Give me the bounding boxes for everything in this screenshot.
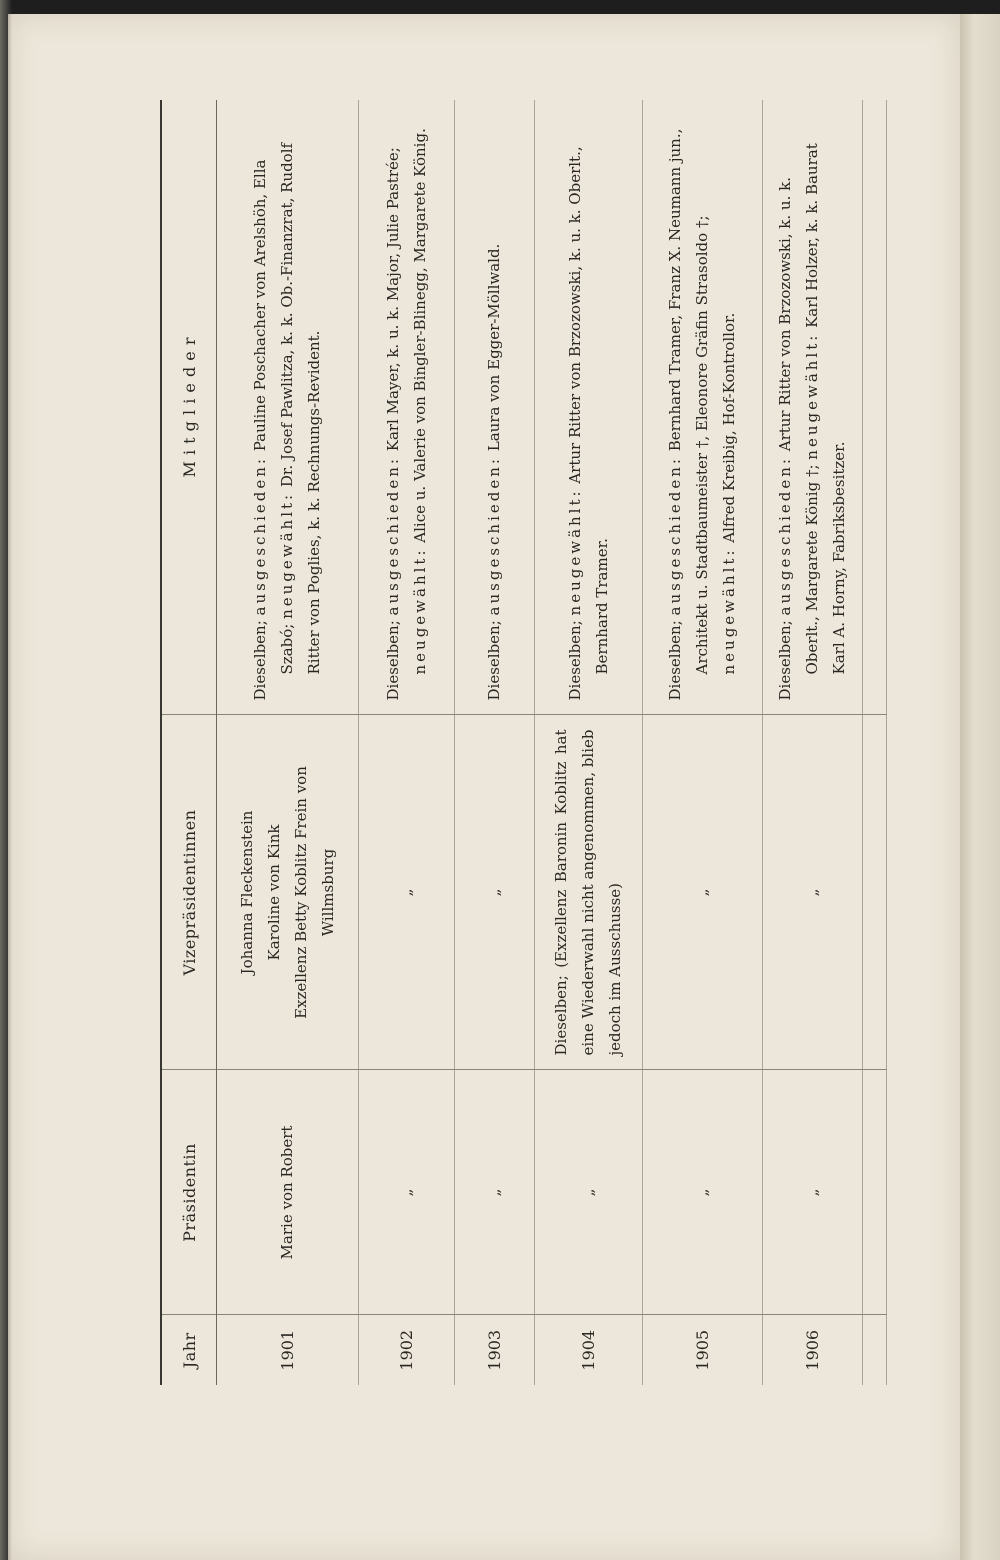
vice-cell: „ (359, 715, 455, 1070)
vice-cell: „ (643, 715, 763, 1070)
table-row-empty (863, 100, 887, 1385)
year-cell: 1901 (278, 1329, 297, 1371)
vice-cell (535, 715, 643, 1070)
members-text (772, 114, 853, 701)
members-cell (359, 100, 455, 715)
members-text-part: Dieselben; (666, 615, 684, 701)
year-cell: 1904 (579, 1329, 598, 1371)
members-status-label: ausgeschieden: (485, 456, 503, 616)
members-text-part: Dieselben; (251, 615, 269, 701)
members-text-part: Pauline Poschacher von Arelshöh, Ella Szabó; (251, 159, 296, 675)
president-cell: „ (359, 1070, 455, 1315)
header-president: Präsidentin (161, 1070, 217, 1315)
vice-line: Willmsburg (318, 848, 337, 937)
members-text-part: Alfred Kreibig, Hof-Kontrollor. (720, 312, 738, 548)
members-status-label: ausgeschieden: (666, 456, 684, 616)
members-text-part: Karl Holzer, k. k. Baurat Karl A. Horny, Fabriksbesitzer. (803, 143, 848, 675)
header-year: Jahr (161, 1315, 217, 1385)
members-cell (455, 100, 535, 715)
members-text-part: Dr. Josef Pawlitza, k. k. Ob.-Finanzrat, Rudolf Ritter von Poglies, k. k. Rechnungs-Revident. (278, 142, 323, 675)
members-status-label: ausgeschieden: (776, 456, 794, 616)
president-cell: „ (535, 1070, 643, 1315)
president-cell: „ (763, 1070, 863, 1315)
table-row (359, 100, 455, 1385)
members-cell (535, 100, 643, 715)
vice-line: Johanna Fleckenstein (237, 810, 256, 975)
members-cell (217, 100, 359, 715)
members-text-part: Dieselben; (383, 615, 402, 701)
members-text-part: Dieselben; (565, 615, 584, 701)
members-text-part: Artur Ritter von Brzozowski, k. u. k. Oberlt., Bernhard Tramer. (565, 146, 611, 675)
vice-cell (217, 715, 359, 1070)
members-text-part: Dieselben; (776, 615, 794, 701)
year-cell: 1905 (693, 1329, 712, 1371)
vice-line: Karoline von Kink (264, 824, 283, 961)
empty-cell (863, 1315, 887, 1385)
year-cell: 1902 (397, 1329, 416, 1371)
header-row (161, 100, 217, 1385)
binding-shadow (0, 0, 12, 1560)
empty-cell (863, 715, 887, 1070)
members-cell (643, 100, 763, 715)
members-text-part: Karl Mayer, k. u. k. Major, Julie Pastrée; (383, 147, 402, 457)
president-cell: „ (643, 1070, 763, 1315)
members-status-label: neugewählt: (278, 491, 296, 619)
table-row (763, 100, 863, 1385)
members-text (247, 114, 328, 701)
page-edge (960, 14, 1000, 1560)
vice-cell: „ (763, 715, 863, 1070)
members-text-part: Laura von Egger-Möllwald. (485, 243, 503, 457)
empty-cell (863, 100, 887, 715)
members-text-part: Dieselben; (485, 615, 503, 701)
members-status-label: ausgeschieden: (251, 456, 269, 616)
members-status-label: neugewählt: (565, 488, 584, 616)
vice-line: Exzellenz Betty Koblitz Frein von (291, 766, 310, 1019)
committee-table (160, 100, 887, 1385)
table-row (643, 100, 763, 1385)
empty-cell (863, 1070, 887, 1315)
members-text (481, 114, 508, 701)
members-status-label: ausgeschieden: (383, 456, 402, 616)
header-members: M i t g l i e d e r (161, 100, 217, 715)
members-text (662, 114, 743, 701)
members-status-label: neugewählt: (803, 332, 821, 460)
table-row (535, 100, 643, 1385)
header-vice: Vizepräsidentinnen (161, 715, 217, 1070)
members-text-part: Artur Ritter von Brzozowski, k. u. k. Oberlt., Margarete König †; (776, 177, 821, 675)
year-cell: 1903 (485, 1329, 504, 1371)
vice-cell: „ (455, 715, 535, 1070)
members-text (562, 114, 616, 701)
table-row (455, 100, 535, 1385)
members-text-part: Bernhard Tramer, Franz X. Neumann jun., Architekt u. Stadtbaumeister †, Eleonore Gräfin Strasoldo †; (666, 128, 711, 675)
members-cell (763, 100, 863, 715)
table-row (217, 100, 359, 1385)
vice-note: Dieselben; (Exzellenz Baronin Koblitz hat eine Wiederwahl nicht angenommen, blieb jedoch im Ausschusse) (552, 729, 624, 1056)
president-cell: „ (455, 1070, 535, 1315)
members-status-label: neugewählt: (410, 547, 429, 675)
members-text-part: Alice u. Valerie von Bingler-Blinegg, Margarete König. (410, 128, 429, 548)
year-cell: 1906 (803, 1329, 822, 1371)
members-text (380, 114, 434, 701)
rotated-table-container (160, 100, 885, 1385)
president-cell: Marie von Robert (217, 1070, 359, 1315)
members-status-label: neugewählt: (720, 547, 738, 675)
